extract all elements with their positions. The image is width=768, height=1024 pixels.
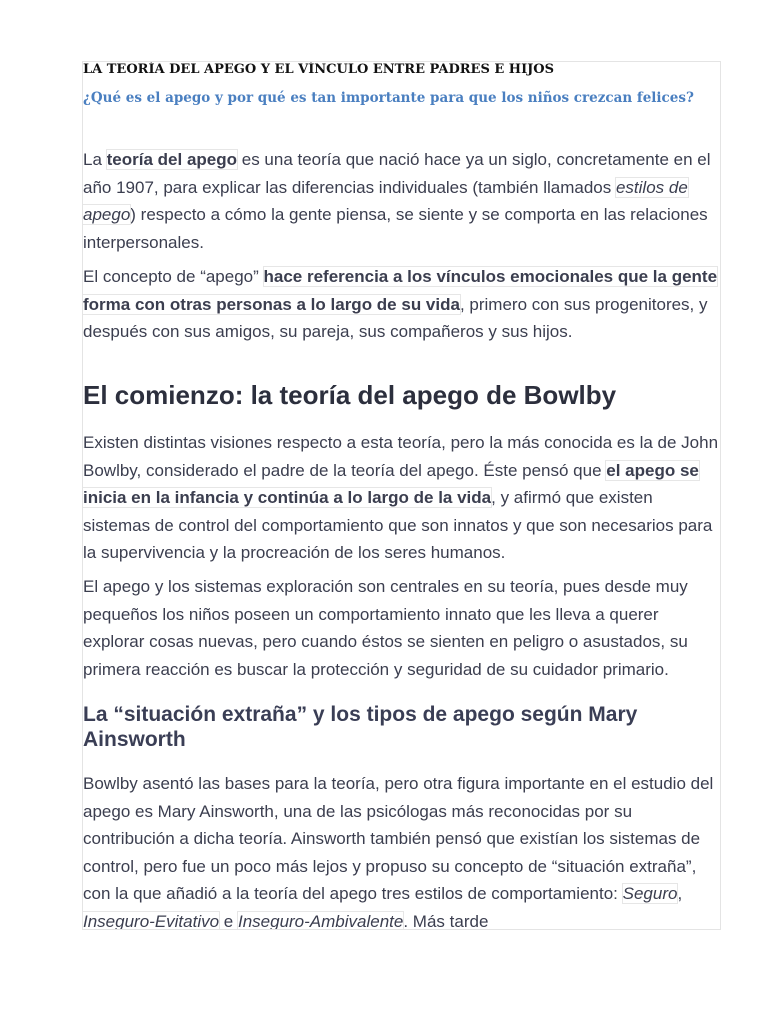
document-subtitle: ¿Qué es el apego y por qué es tan importante para que los niños crezcan felices? bbox=[83, 90, 694, 106]
section-heading-bowlby: El comienzo: la teoría del apego de Bowlby bbox=[83, 380, 617, 410]
text-run: El concepto de “apego” bbox=[83, 267, 264, 286]
keyword-link[interactable]: el apego se inicia en la infancia y continúa a lo largo de la vida bbox=[83, 460, 699, 507]
intro-paragraph-2 bbox=[83, 263, 721, 346]
document-title: LA TEORÍA DEL APEGO Y EL VÍNCULO ENTRE PADRES E HIJOS bbox=[83, 62, 555, 77]
text-run: , y afirmó que existen sistemas de control del comportamiento que son innatos y que son necesarios para la supervivencia y la procreación de los seres humanos. bbox=[83, 488, 713, 562]
text-run: . Más tarde bbox=[403, 911, 489, 930]
text-run: e bbox=[219, 911, 238, 930]
text-run: es una teoría que nació hace ya un siglo, concretamente en el año 1907, para explicar las diferencias individuales (también llamados bbox=[83, 150, 711, 197]
section-heading-ainsworth: La “situación extraña” y los tipos de apego según Mary Ainsworth bbox=[83, 703, 638, 751]
keyword-link[interactable]: hace referencia a los vínculos emocionales que la gente forma con otras personas a lo largo de su vida bbox=[83, 267, 718, 314]
keyword-link[interactable]: teoría del apego bbox=[106, 150, 238, 169]
italic-term: Seguro bbox=[622, 884, 678, 903]
text-run: ) respecto a cómo la gente piensa, se siente y se comporta en las relaciones interpersonales. bbox=[83, 205, 708, 252]
text-run: Bowlby asentó las bases para la teoría, pero otra figura importante en el estudio del apego es Mary Ainsworth, una de las psicólogas más reconocidas por su contribución a dicha teoría. Ainsworth también pensó que existían los sistemas de control, pero fue un poco más lejos y propuso su concepto de “situación extraña”, con la que añadió a la teoría del apego tres estilos de comportamiento: bbox=[83, 774, 714, 903]
italic-term: Inseguro-Evitativo bbox=[83, 911, 220, 930]
bowlby-paragraph-1 bbox=[83, 429, 721, 567]
text-run: , bbox=[677, 884, 683, 903]
document-page bbox=[82, 61, 721, 930]
italic-term: Inseguro-Ambivalente bbox=[237, 911, 404, 930]
intro-paragraph-1 bbox=[83, 146, 721, 256]
bowlby-paragraph-2: El apego y los sistemas exploración son centrales en su teoría, pues desde muy pequeños los niños poseen un comportamiento innato que les lleva a querer explorar cosas nuevas, pero cuando éstos se sienten en peligro o asustados, su primera reacción es buscar la protección y seguridad de su cuidador primario. bbox=[83, 577, 688, 679]
text-run: La bbox=[83, 150, 107, 169]
ainsworth-paragraph-1 bbox=[83, 770, 721, 930]
text-run: , primero con sus progenitores, y después con sus amigos, su pareja, sus compañeros y sus hijos. bbox=[83, 294, 708, 341]
text-run: Existen distintas visiones respecto a esta teoría, pero la más conocida es la de John Bowlby, considerado el padre de la teoría del apego. Éste pensó que bbox=[83, 433, 719, 480]
italic-term: estilos de apego bbox=[83, 177, 688, 224]
